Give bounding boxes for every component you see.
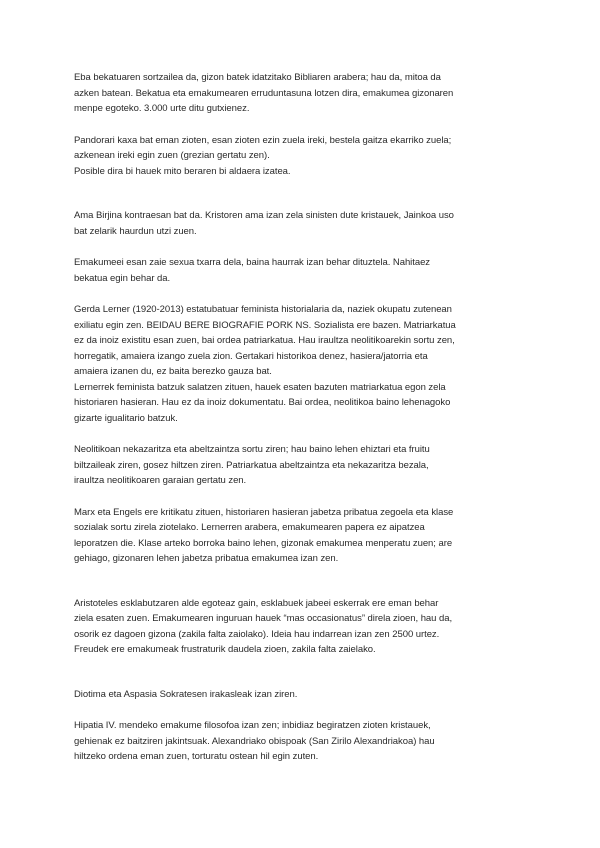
document-page xyxy=(74,70,534,765)
text-line: bat zelarik haurdun utzi zuen. xyxy=(74,225,197,237)
text-line: azken batean. Bekatua eta emakumearen erruduntasuna lotzen dira, emakumea gizonaren xyxy=(74,87,454,99)
paragraph-gerda-lerner xyxy=(74,302,534,426)
text-line: Hipatia IV. mendeko emakume filosofoa izan zen; inbidiaz begiratzen zioten kristauek, xyxy=(74,720,431,731)
text-line: Freudek ere emakumeak frustraturik daudela zioen, zakila falta zaielako. xyxy=(74,644,376,655)
text-line: amaiera izanen du, ez baita berezko gauza bat. xyxy=(74,366,272,377)
text-line: hiltzeko ordena eman zuen, torturatu ostean hil egin zuten. xyxy=(74,751,319,762)
paragraph-gap xyxy=(74,286,534,302)
text-line: Marx eta Engels ere kritikatu zituen, historiaren hasieran jabetza pribatua zegoela eta klase xyxy=(74,506,454,518)
text-line: Pandorari kaxa bat eman zioten, esan zioten ezin zuela ireki, bestela gaitza ekarriko zuela; xyxy=(74,134,452,146)
paragraph-gap xyxy=(74,567,534,596)
text-line: bekatua egin behar da. xyxy=(74,272,171,284)
text-line: iraultza neolitikoaren garaian gertatu zen. xyxy=(74,475,247,486)
paragraph-pandora xyxy=(74,133,534,180)
text-line: Emakumeei esan zaie sexua txarra dela, baina haurrak izan behar dituztela. Nahitaez xyxy=(74,257,431,268)
text-line: gehiago, gizonaren lehen jabetza pribatua emakumea izan zen. xyxy=(74,553,339,564)
paragraph-gap xyxy=(74,702,534,718)
paragraph-gap xyxy=(74,117,534,133)
text-line: Neolitikoan nekazaritza eta abeltzaintza sortu ziren; hau baino lehen ehiztari eta fruitu xyxy=(74,444,430,455)
text-line: Eba bekatuaren sortzailea da, gizon batek idatzitako Bibliaren arabera; hau da, mitoa da xyxy=(74,72,441,83)
text-line: Diotima eta Aspasia Sokratesen irakasleak izan ziren. xyxy=(74,688,298,700)
paragraph-hipatia xyxy=(74,718,534,765)
paragraph-marx-engels xyxy=(74,505,534,567)
text-line: gehienak ez baitziren jakintsuak. Alexandriako obispoak (San Zirilo Alexandriakoa) hau xyxy=(74,735,435,747)
text-line: Lernerrek feminista batzuk salatzen zituen, hauek esaten bazuten matriarkatua egon zela xyxy=(74,381,446,393)
text-line: historiaren hasieran. Hau ez da inoiz dokumentatu. Bai ordea, neolitikoa baino lehenagoko xyxy=(74,397,451,408)
paragraph-neolitikoan xyxy=(74,442,534,489)
paragraph-gap xyxy=(74,239,534,255)
text-line: menpe egoteko. 3.000 urte ditu gutxienez. xyxy=(74,103,250,114)
paragraph-gap xyxy=(74,658,534,687)
text-line: Posible dira bi hauek mito beraren bi aldaera izatea. xyxy=(74,165,291,177)
text-line: Ama Birjina kontraesan bat da. Kristoren ama izan zela sinisten dute kristauek, Jainkoa uso xyxy=(74,210,454,221)
text-line: horregatik, amaiera izango zuela zion. Gertakari historikoa denez, hasiera/jatorria eta xyxy=(74,350,428,362)
paragraph-eba xyxy=(74,70,534,117)
text-line: Aristoteles esklabutzaren alde egoteaz gain, esklabuek jabeei eskerrak ere eman behar xyxy=(74,597,439,609)
text-line: gizarte igualitario batzuk. xyxy=(74,412,178,424)
text-line: biltzaileak ziren, gosez hiltzen ziren. Patriarkatua abeltzaintza eta nekazaritza bezala, xyxy=(74,459,429,471)
text-line: leporatzen die. Klase arteko borroka baino lehen, gizonak emakumea menperatu zuen; are xyxy=(74,537,453,549)
text-line: ez da inoiz existitu esan zuen, bai ordea patriarkatua. Hau iraultza neolitikoarekin sortu zen, xyxy=(74,335,455,346)
text-line: Gerda Lerner (1920-2013) estatubatuar feminista historialaria da, naziek okupatu zutenean xyxy=(74,304,452,315)
paragraph-diotima-aspasia xyxy=(74,687,534,703)
text-line: azkenean ireki egin zuen (grezian gertatu zen). xyxy=(74,150,270,161)
text-line: osorik ez dagoen gizona (zakila falta zaiolako). Ideia hau indarrean izan zen 2500 urtez. xyxy=(74,628,440,640)
paragraph-gap xyxy=(74,179,534,208)
paragraph-gap xyxy=(74,489,534,505)
paragraph-ama-birjina xyxy=(74,208,534,239)
text-line: ziela esaten zuen. Emakumearen inguruan hauek “mas occasionatus” direla zioen, hau da, xyxy=(74,613,453,624)
paragraph-aristoteles xyxy=(74,596,534,658)
paragraph-emakumeei xyxy=(74,255,534,286)
text-line: exiliatu egin zen. BEIDAU BERE BIOGRAFIE PORK NS. Sozialista ere bazen. Matriarkatua xyxy=(74,319,456,331)
text-line: sozialak sortu zirela ziotelako. Lernerren arabera, emakumearen papera ez aipatzea xyxy=(74,522,425,533)
paragraph-gap xyxy=(74,426,534,442)
